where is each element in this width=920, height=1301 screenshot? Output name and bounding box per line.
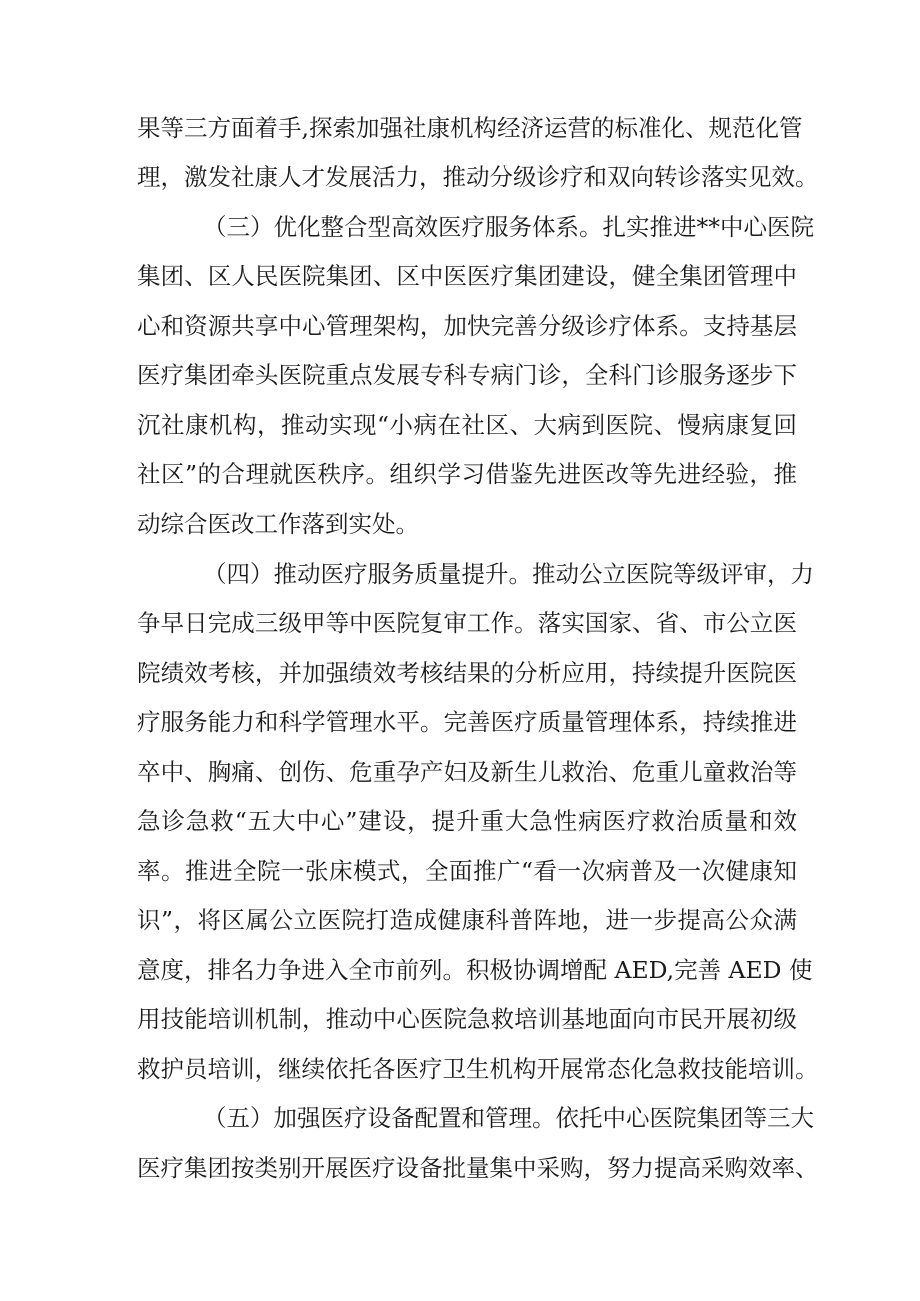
- paragraph-line: 卒中、胸痛、创伤、危重孕产妇及新生儿救治、危重儿童救治等: [137, 758, 797, 786]
- paragraph-line: 院绩效考核，并加强绩效考核结果的分析应用，持续提升医院医: [137, 659, 797, 687]
- paragraph-line: 用技能培训机制，推动中心医院急救培训基地面向市民开展初级: [137, 1005, 797, 1033]
- paragraph-line: 意度，排名力争进入全市前列。积极协调增配 AED,完善 AED 使: [137, 956, 813, 984]
- paragraph-line: 疗服务能力和科学管理水平。完善医疗质量管理体系，持续推进: [137, 708, 797, 736]
- paragraph-line: （三）优化整合型高效医疗服务体系。扎实推进**中心医院: [203, 213, 814, 241]
- paragraph-line: 动综合医改工作落到实处。: [137, 510, 419, 538]
- paragraph-line: 识”，将区属公立医院打造成健康科普阵地，进一步提高公众满: [137, 906, 797, 934]
- paragraph-line: 医疗集团按类别开展医疗设备批量集中采购，努力提高采购效率、: [137, 1154, 819, 1182]
- paragraph-line: 争早日完成三级甲等中医院复审工作。落实国家、省、市公立医: [137, 609, 797, 637]
- paragraph-line: 救护员培训，继续依托各医疗卫生机构开展常态化急救技能培训。: [137, 1055, 819, 1083]
- paragraph-line: 社区”的合理就医秩序。组织学习借鉴先进医改等先进经验，推: [137, 460, 797, 488]
- paragraph-line: （五）加强医疗设备配置和管理。依托中心医院集团等三大: [203, 1104, 814, 1132]
- paragraph-line: 医疗集团牵头医院重点发展专科专病门诊，全科门诊服务逐步下: [137, 361, 797, 389]
- paragraph-line: 沉社康机构，推动实现“小病在社区、大病到医院、慢病康复回: [137, 411, 797, 439]
- paragraph-line: 心和资源共享中心管理架构，加快完善分级诊疗体系。支持基层: [137, 312, 797, 340]
- paragraph-line: 理，激发社康人才发展活力，推动分级诊疗和双向转诊落实见效。: [137, 163, 819, 191]
- paragraph-line: 果等三方面着手,探索加强社康机构经济运营的标准化、规范化管: [137, 114, 803, 142]
- paragraph-line: （四）推动医疗服务质量提升。推动公立医院等级评审，力: [203, 560, 814, 588]
- paragraph-line: 急诊急救“五大中心”建设，提升重大急性病医疗救治质量和效: [137, 807, 797, 835]
- paragraph-line: 集团、区人民医院集团、区中医医疗集团建设，健全集团管理中: [137, 262, 797, 290]
- paragraph-line: 率。推进全院一张床模式，全面推广“看一次病普及一次健康知: [137, 857, 797, 885]
